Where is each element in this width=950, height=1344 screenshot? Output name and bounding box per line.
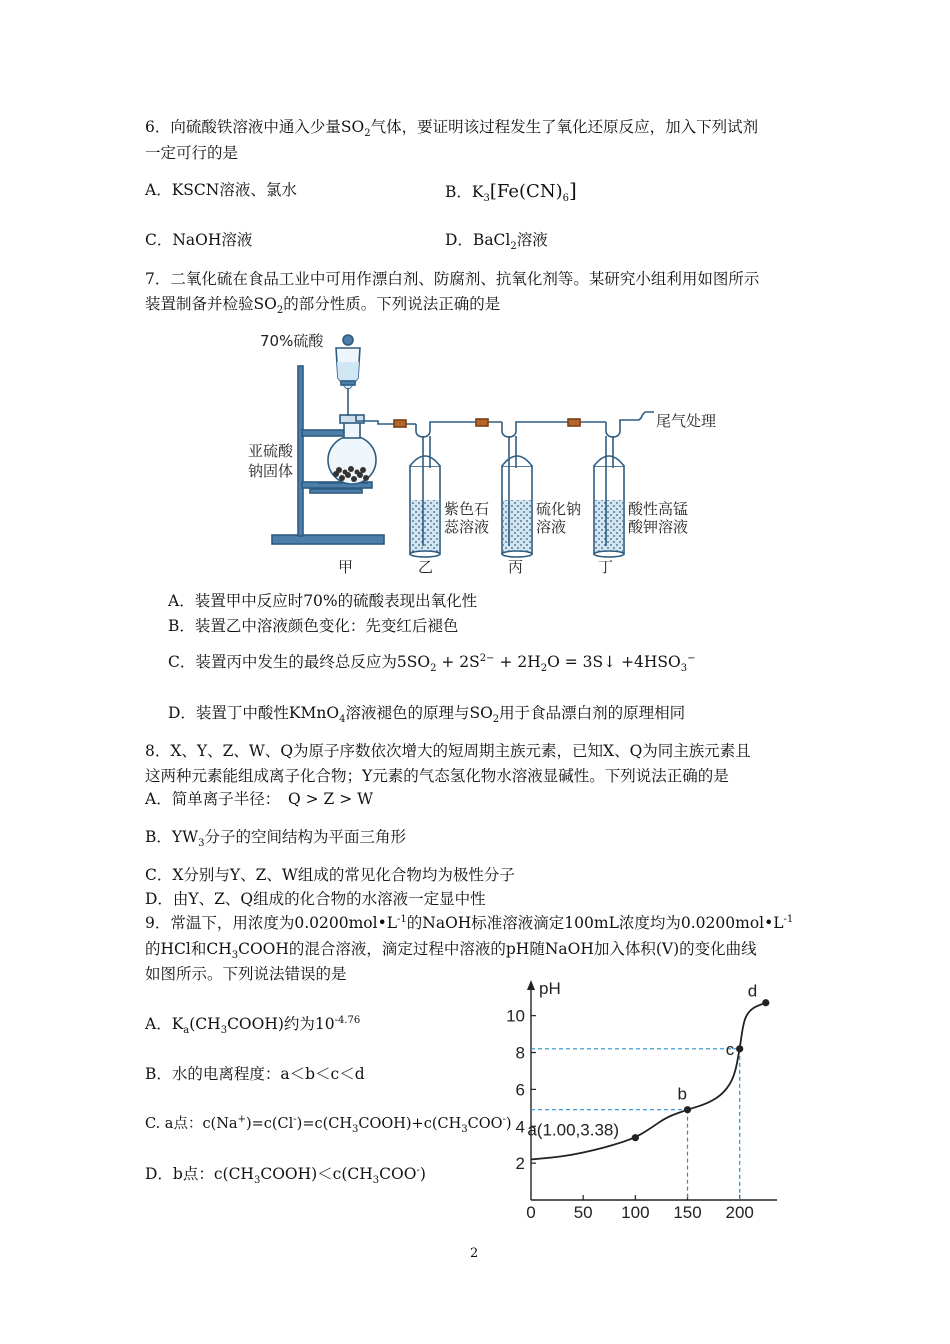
y-axis-label: pH <box>539 979 561 998</box>
y-tick-label: 10 <box>506 1006 525 1026</box>
stand-base <box>272 535 384 544</box>
q7-option-a: A．装置甲中反应时70%的硫酸表现出氧化性 <box>168 592 478 610</box>
label-yi-1: 紫色石 <box>444 500 490 518</box>
point-label-b: b <box>677 1084 687 1104</box>
bottle-yi <box>410 436 440 557</box>
q9-stem-line1: 9．常温下，用浓度为$0.0200mol•L^{-1}$的NaOH标准溶液滴定100mL浓度均为$0.0200mol•L^{-1}$ <box>145 913 794 932</box>
q8-stem-line2: 这两种元素能组成离子化合物；Y元素的气态氢化物水溶液显碱性。下列说法正确的是 <box>145 767 729 785</box>
name-bing: 丙 <box>508 558 524 576</box>
x-tick-label: 50 <box>573 1203 593 1218</box>
y-axis-arrow <box>527 980 535 990</box>
point-label-d: d <box>747 981 758 1001</box>
bottle-ding <box>594 436 624 557</box>
q6-stem-line2: 一定可行的是 <box>145 144 239 162</box>
dropping-funnel <box>336 335 360 416</box>
point-c <box>736 1045 743 1052</box>
q9-option-b: B．水的电离程度：a＜b＜c＜d <box>145 1065 365 1083</box>
y-tick-label: 6 <box>515 1080 525 1100</box>
label-bing-2: 溶液 <box>536 518 567 536</box>
label-solid-1: 亚硫酸 <box>248 442 294 460</box>
q8-option-a: A．简单离子半径： Q > Z > W <box>145 790 374 808</box>
label-solid-2: 钠固体 <box>248 462 294 480</box>
page-number: 2 <box>470 1246 479 1261</box>
x-tick-label: 150 <box>673 1203 702 1218</box>
label-ding-1: 酸性高锰 <box>628 500 689 518</box>
apparatus-diagram <box>240 318 740 580</box>
label-tail-gas: 尾气处理 <box>656 412 717 430</box>
q7-stem-line1: 7．二氧化硫在食品工业中可用作漂白剂、防腐剂、抗氧化剂等。某研究小组利用如图所示 <box>145 270 760 288</box>
y-tick-label: 2 <box>515 1154 525 1174</box>
y-tick-label: 4 <box>515 1117 525 1137</box>
x-tick-label: 100 <box>621 1203 650 1218</box>
x-tick-label: 200 <box>725 1203 754 1218</box>
q8-stem-line1: 8．X、Y、Z、W、Q为原子序数依次增大的短周期主族元素，已知X、Q为同主族元素且 <box>145 742 751 760</box>
point-b <box>684 1106 691 1113</box>
q6-option-a: A．KSCN溶液、氯水 <box>145 181 297 199</box>
q7-stem-line2: 装置制备并检验$SO_2$的部分性质。下列说法正确的是 <box>145 295 501 317</box>
name-jia: 甲 <box>338 558 354 576</box>
q9-stem-line2: 的HCl和$CH_3COOH$的混合溶液，滴定过程中溶液的pH随NaOH加入体积(V)的变化曲线 <box>145 940 757 962</box>
name-yi: 乙 <box>418 558 434 576</box>
point-label-a: a(1.00,3.38) <box>527 1120 620 1140</box>
label-ding-2: 酸钾溶液 <box>628 518 689 536</box>
label-acid: 70%硫酸 <box>260 332 324 350</box>
q9-option-a: A．$K_a(CH_3COOH)$约为$10^{-4.76}$ <box>145 1014 361 1037</box>
q6-option-d: D．BaCl$_2$溶液 <box>445 231 548 253</box>
point-a <box>632 1134 639 1141</box>
bottle-bing <box>502 436 532 557</box>
q6-option-b: B．$K_3[Fe(CN)_6]$ <box>445 178 577 205</box>
x-tick-label: 0 <box>526 1203 536 1218</box>
q7-option-c: C．装置丙中发生的最终总反应为$5SO_2 + 2S^{2-} + 2H_2O$ = 3S↓ $+4HSO_3^-$ <box>168 652 696 675</box>
q6-option-c: C．NaOH溶液 <box>145 231 253 249</box>
label-bing-1: 硫化钠 <box>536 500 582 518</box>
q7-option-b: B．装置乙中溶液颜色变化：先变红后褪色 <box>168 617 459 635</box>
y-tick-label: 8 <box>515 1043 525 1063</box>
titration-chart <box>485 978 785 1218</box>
q9-option-d: D．b点：$c(CH_3COOH)<c(CH_3COO^-)$ <box>145 1164 426 1187</box>
q8-option-c: C．X分别与Y、Z、W组成的常见化合物均为极性分子 <box>145 866 515 884</box>
label-yi-2: 蕊溶液 <box>444 518 490 536</box>
name-ding: 丁 <box>598 558 614 576</box>
q8-option-b: B．$YW_3$分子的空间结构为平面三角形 <box>145 828 406 850</box>
q8-option-d: D．由Y、Z、Q组成的化合物的水溶液一定显中性 <box>145 890 486 908</box>
q9-option-c: C. a点：$c(Na^+)=c(Cl^-)=c(CH_3COOH)+c(CH_3COO^-)$ <box>145 1114 512 1135</box>
q9-stem-line3: 如图所示。下列说法错误的是 <box>145 965 347 983</box>
q7-option-d: D．装置丁中酸性KMnO$_4$溶液褪色的原理与$SO_2$用于食品漂白剂的原理相同 <box>168 704 686 726</box>
point-label-c: c <box>725 1039 735 1059</box>
stand-rod <box>298 366 303 536</box>
q6-stem-line1: 6．向硫酸铁溶液中通入少量$SO_2$气体，要证明该过程发生了氧化还原反应，加入下列试剂 <box>145 118 759 140</box>
point-d <box>762 999 769 1006</box>
